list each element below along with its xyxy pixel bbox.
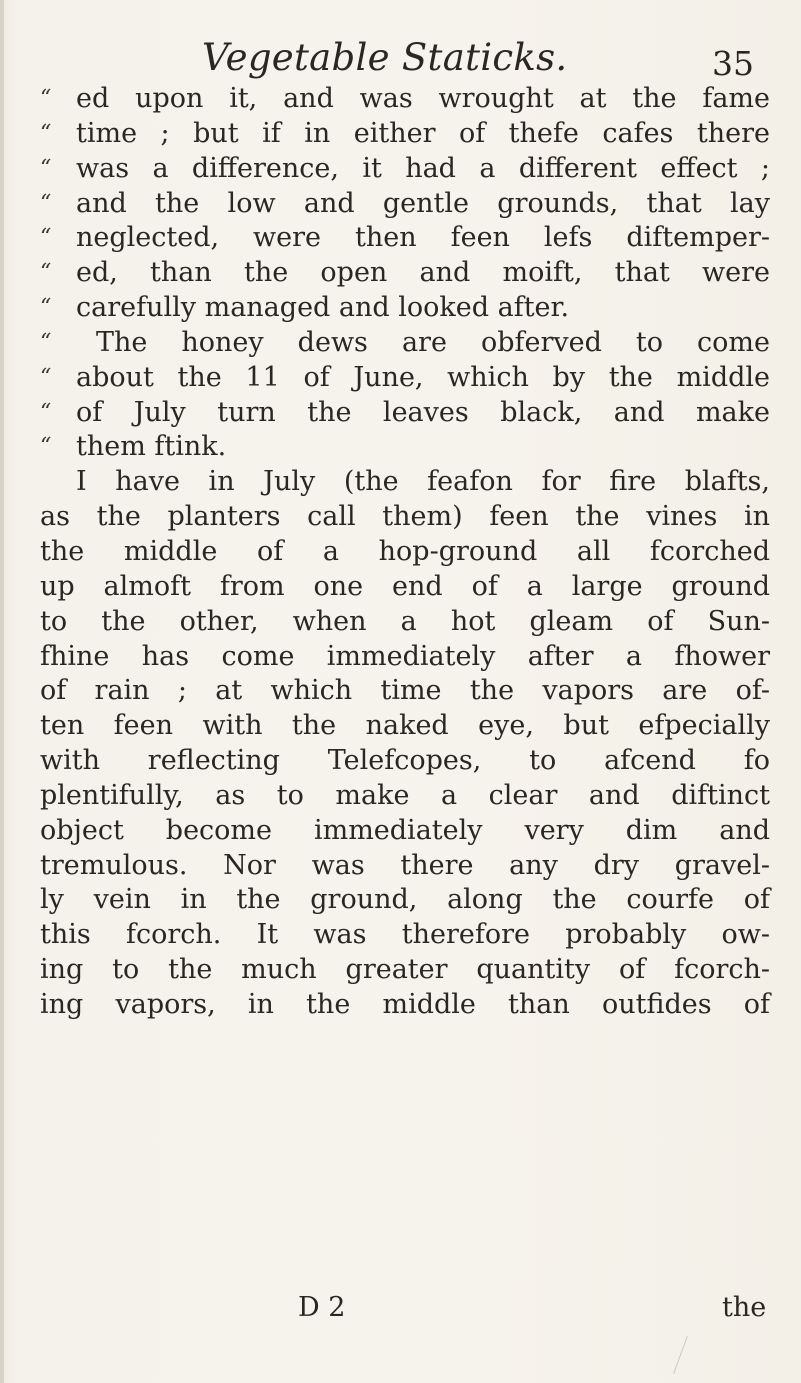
line-text: neglected, were then feen lefs diftemper- bbox=[76, 222, 770, 254]
text-line bbox=[40, 117, 770, 152]
line-text: carefully managed and looked after. bbox=[76, 292, 570, 324]
text-line bbox=[40, 187, 770, 222]
line-text: about the 11 of June, which by the middle bbox=[76, 361, 770, 393]
line-text: to the other, when a hot gleam of Sun- bbox=[40, 605, 770, 637]
text-line bbox=[40, 849, 770, 884]
line-text: as the planters call them) feen the vines in bbox=[40, 501, 770, 533]
quote-mark: “ bbox=[40, 329, 52, 355]
line-text: of rain ; at which time the vapors are of- bbox=[40, 675, 770, 707]
page-gutter bbox=[0, 0, 4, 1383]
line-text: The honey dews are obferved to come bbox=[96, 326, 770, 358]
catchword: the bbox=[722, 1292, 767, 1323]
text-line bbox=[40, 779, 770, 814]
text-line bbox=[40, 291, 770, 326]
quote-mark: “ bbox=[40, 364, 52, 390]
quote-mark: “ bbox=[40, 399, 52, 425]
quote-mark: “ bbox=[40, 190, 52, 216]
line-text: I have in July (the feafon for fire blafts, bbox=[76, 466, 770, 498]
line-text: and the low and gentle grounds, that lay bbox=[76, 187, 770, 219]
pencil-mark bbox=[673, 1336, 688, 1374]
text-line bbox=[40, 814, 770, 849]
text-line bbox=[40, 152, 770, 187]
text-line bbox=[40, 500, 770, 535]
text-line bbox=[40, 221, 770, 256]
line-text: fhine has come immediately after a fhower bbox=[40, 640, 770, 672]
line-text: object become immediately very dim and bbox=[40, 814, 770, 846]
text-line bbox=[40, 918, 770, 953]
signature-mark: D 2 bbox=[298, 1292, 346, 1323]
line-text: ed upon it, and was wrought at the fame bbox=[76, 83, 770, 114]
line-text: ing to the much greater quantity of fcorch- bbox=[40, 954, 770, 986]
text-line bbox=[40, 988, 770, 1023]
body-text bbox=[40, 82, 770, 1023]
text-line bbox=[40, 570, 770, 605]
quote-mark: “ bbox=[40, 155, 52, 181]
text-line bbox=[40, 430, 770, 465]
text-line bbox=[40, 361, 770, 396]
line-text: this fcorch. It was therefore probably ow- bbox=[40, 919, 770, 951]
line-text: the middle of a hop-ground all fcorched bbox=[40, 535, 770, 567]
text-line bbox=[40, 256, 770, 291]
line-text: time ; but if in either of thefe cafes there bbox=[76, 117, 770, 149]
page-number: 35 bbox=[712, 44, 754, 83]
catchline bbox=[0, 1292, 801, 1332]
text-line bbox=[40, 709, 770, 744]
text-line bbox=[40, 82, 770, 117]
line-text: ed, than the open and moift, that were bbox=[76, 257, 770, 289]
line-text: ing vapors, in the middle than outfides of bbox=[40, 988, 770, 1020]
text-line bbox=[40, 396, 770, 431]
line-text: ten feen with the naked eye, but efpecially bbox=[40, 710, 770, 742]
running-head bbox=[0, 36, 801, 86]
quote-mark: “ bbox=[40, 295, 52, 321]
text-line bbox=[40, 605, 770, 640]
quote-mark: “ bbox=[40, 260, 52, 286]
line-text: tremulous. Nor was there any dry gravel- bbox=[40, 849, 770, 881]
text-line bbox=[40, 953, 770, 988]
text-line bbox=[40, 883, 770, 918]
line-text: them ftink. bbox=[76, 431, 227, 463]
text-line bbox=[40, 744, 770, 779]
quote-mark: “ bbox=[40, 434, 52, 460]
line-text: plentifully, as to make a clear and diftinct bbox=[40, 779, 770, 811]
text-line bbox=[40, 465, 770, 500]
line-text: of July turn the leaves black, and make bbox=[76, 396, 770, 428]
text-line bbox=[40, 640, 770, 675]
text-line bbox=[40, 674, 770, 709]
text-line bbox=[40, 326, 770, 361]
quote-mark: “ bbox=[40, 120, 52, 146]
line-text: with reflecting Telefcopes, to afcend fo bbox=[40, 745, 770, 777]
text-line bbox=[40, 535, 770, 570]
quote-mark: “ bbox=[40, 225, 52, 251]
line-text: up almoft from one end of a large ground bbox=[40, 570, 770, 602]
running-title: Vegetable Staticks. bbox=[202, 36, 568, 79]
quote-mark: “ bbox=[40, 86, 52, 111]
line-text: ly vein in the ground, along the courfe of bbox=[40, 884, 770, 916]
line-text: was a difference, it had a different effect ; bbox=[76, 152, 770, 184]
